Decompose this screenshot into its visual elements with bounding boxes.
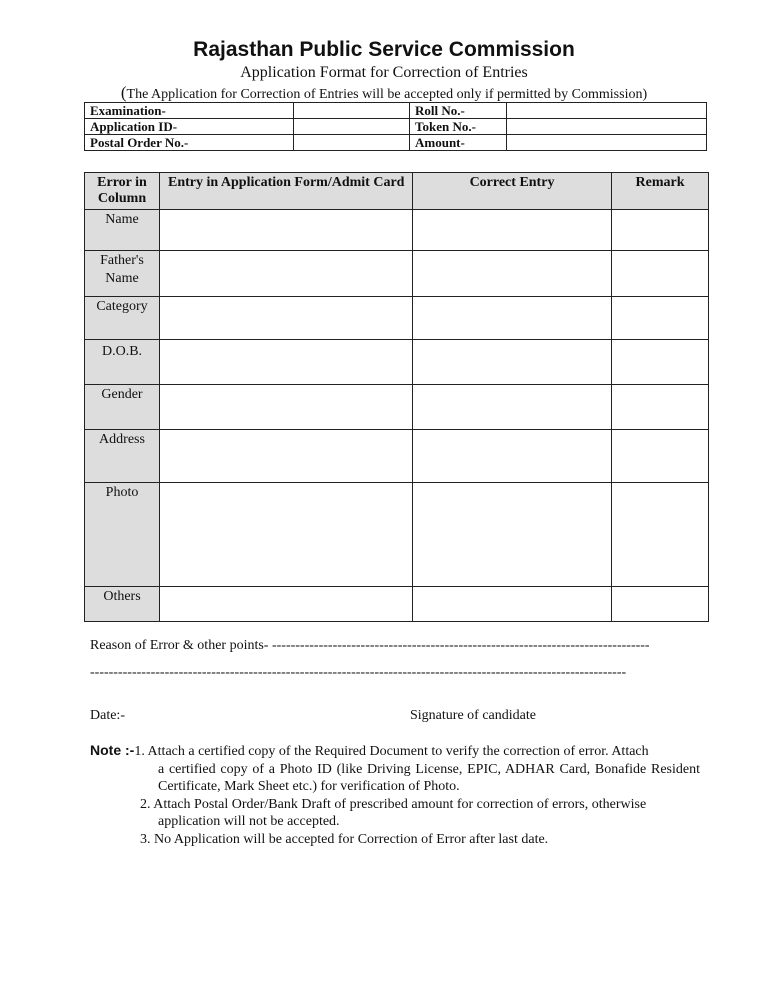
applicant-info-table [84,102,707,151]
row-label-fathers-name: Father's Name [85,251,160,297]
table-row [85,135,707,151]
examination-field[interactable] [294,103,410,119]
gender-remark-cell[interactable] [612,385,709,430]
note-item-1-cont: a certified copy of a Photo ID (like Driving License, EPIC, ADHAR Card, Bonafide Resident Certificate, Mark Sheet etc.) for verification of Photo. [158,761,700,794]
table-row [85,385,709,430]
fathers-name-entry-cell[interactable] [160,251,413,297]
page-title: Rajasthan Public Service Commission [193,38,575,61]
col-correct-entry: Correct Entry [413,173,612,210]
category-remark-cell[interactable] [612,297,709,340]
roll-no-label: Roll No.- [410,103,507,119]
row-label-photo: Photo [85,483,160,587]
fathers-name-correct-cell[interactable] [413,251,612,297]
table-row [85,210,709,251]
note-item-1-lead: 1. Attach a certified copy of the Required Document to verify the correction of error. Attach [134,744,649,759]
others-correct-cell[interactable] [413,587,612,622]
address-correct-cell[interactable] [413,430,612,483]
dob-entry-cell[interactable] [160,340,413,385]
col-error-in-column: Error in Column [85,173,160,210]
row-label-address: Address [85,430,160,483]
name-remark-cell[interactable] [612,210,709,251]
category-entry-cell[interactable] [160,297,413,340]
date-label: Date:- [90,708,125,723]
category-correct-cell[interactable] [413,297,612,340]
name-entry-cell[interactable] [160,210,413,251]
notes-section [90,742,700,848]
gender-correct-cell[interactable] [413,385,612,430]
permission-note [0,83,768,103]
amount-field[interactable] [507,135,707,151]
dob-correct-cell[interactable] [413,340,612,385]
table-row [85,297,709,340]
address-entry-cell[interactable] [160,430,413,483]
roll-no-field[interactable] [507,103,707,119]
row-label-others: Others [85,587,160,622]
table-header-row [85,173,709,210]
photo-remark-cell[interactable] [612,483,709,587]
note-item-2-lead: 2. Attach Postal Order/Bank Draft of prescribed amount for correction of errors, otherwise [140,796,647,812]
others-entry-cell[interactable] [160,587,413,622]
others-remark-cell[interactable] [612,587,709,622]
gender-entry-cell[interactable] [160,385,413,430]
address-remark-cell[interactable] [612,430,709,483]
photo-correct-cell[interactable] [413,483,612,587]
name-correct-cell[interactable] [413,210,612,251]
postal-order-label: Postal Order No.- [85,135,294,151]
form-subtitle: Application Format for Correction of Entries [240,64,528,81]
row-label-gender: Gender [85,385,160,430]
table-row [85,103,707,119]
table-row [85,119,707,135]
reason-of-error-line[interactable]: Reason of Error & other points- --------------------------------------------------------------------------------- [90,638,650,653]
permission-note-text: The Application for Correction of Entries will be accepted only if permitted by Commission) [126,87,648,102]
fathers-name-remark-cell[interactable] [612,251,709,297]
paren-open: ( [120,83,127,102]
table-row [85,430,709,483]
col-entry-in-form: Entry in Application Form/Admit Card [160,173,413,210]
reason-continuation-line[interactable]: ------------------------------------------------------------------------------------------------------------------- [90,665,627,680]
note-item-1 [90,742,700,796]
dob-remark-cell[interactable] [612,340,709,385]
note-item-2-cont: application will not be accepted. [158,814,340,829]
table-row [85,251,709,297]
note-item-3: 3. No Application will be accepted for Correction of Error after last date. [140,831,549,847]
token-no-label: Token No.- [410,119,507,135]
postal-order-field[interactable] [294,135,410,151]
table-row [85,587,709,622]
row-label-name: Name [85,210,160,251]
table-row [85,340,709,385]
table-row [85,483,709,587]
token-no-field[interactable] [507,119,707,135]
note-item-2 [90,796,700,831]
application-id-field[interactable] [294,119,410,135]
amount-label: Amount- [410,135,507,151]
correction-table [84,172,709,622]
row-label-category: Category [85,297,160,340]
signature-label: Signature of candidate [410,708,536,723]
photo-entry-cell[interactable] [160,483,413,587]
note-heading: Note :- [90,742,135,758]
examination-label: Examination- [85,103,294,119]
row-label-dob: D.O.B. [85,340,160,385]
application-id-label: Application ID- [85,119,294,135]
col-remark: Remark [612,173,709,210]
